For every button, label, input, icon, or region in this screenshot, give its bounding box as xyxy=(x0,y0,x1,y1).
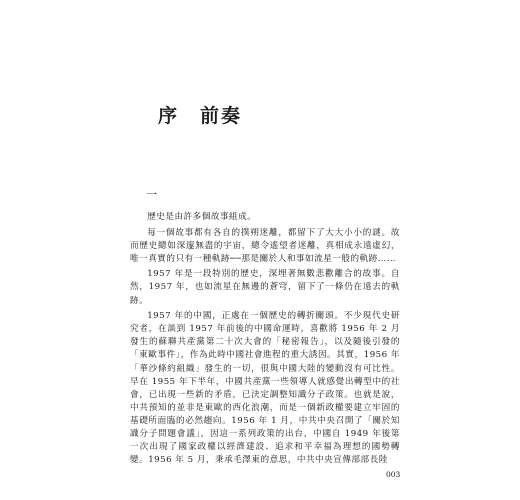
chapter-title: 序 前奏 xyxy=(158,105,243,127)
paragraph: 1957 年的中國，正處在一個歷史的轉折關頭。不少現代史研究者，在談到 1957 年前後的中國命運時，喜歡將 1956 年 2 月發生的蘇聯共產黨第二十次大會的「秘密報告」，以及隨後引發的「東歐事件」，作為此時中國社會進程的重大誘因。其實，1956 年「華沙條約組織」發生的一切，很與中國大陸的變動沒有可比性。早在 1955 年下半年，中國共產黨一些領導人就感覺出轉型中的社會，已出現一些新的矛盾，已決定調整知識分子政策。也就是說，中共預知的並非是東歐的西化浪潮，而是一個新政權要建立牢固的基礎所面臨的必然趨向。1956 年 1 月，中共中央召開了「關於知識分子問題會議」，因這一系列政策的出台，中國自 1949 年後第一次出現了國家政權以經濟建設、追求和平幸福為理想的國勢轉變。1956 年 5 月，秉承毛澤東的意思，中共中央宣傳部部長陸 xyxy=(130,311,400,466)
body-text xyxy=(130,211,400,470)
paragraph: 每一個故事都有各自的撲朔迷離，都留下了大大小小的謎。故而歷史總如深邃無盡的宇宙，總令遙望者迷離，真相成永遠虛幻，唯一真實的只有一種軌跡──那是關於人和事如流星一般的軌跡…… xyxy=(130,227,400,264)
paragraph: 歷史是由許多個故事組成。 xyxy=(147,212,257,222)
paragraph: 1957 年是一段特別的歷史，深埋著無數悲歡離合的故事。自然，1957 年，也如流星在無邊的蒼穹，留下了一條仍在遠去的軌跡。 xyxy=(130,269,400,306)
page-number: 003 xyxy=(386,470,401,479)
section-number: 一 xyxy=(146,188,157,201)
